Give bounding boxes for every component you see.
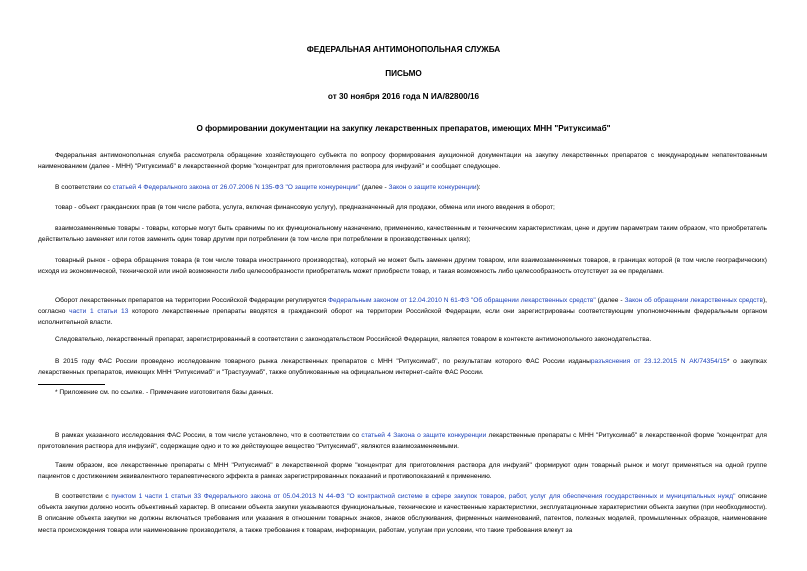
- paragraph-conclusion: [38, 334, 767, 345]
- paragraph-research-findings: [38, 430, 767, 452]
- paragraph-single-market: [38, 460, 767, 482]
- paragraph-text: (далее -: [595, 297, 625, 304]
- paragraph-text: Оборот лекарственных препаратов на территории Российской Федерации регулируется: [55, 297, 328, 304]
- agency-title: ФЕДЕРАЛЬНАЯ АНТИМОНОПОЛЬНАЯ СЛУЖБА: [306, 45, 501, 54]
- paragraph-text: ), согласно: [38, 297, 767, 316]
- document-subject: О формировании документации на закупку лекарственных препаратов, имеющих МНН "Ритуксимаб": [196, 124, 611, 133]
- paragraph-intro: [38, 150, 767, 172]
- paragraph-text: В 2015 году ФАС России проведено исследование товарного рынка лекарственных препаратов с МНН "Ритуксимаб", по результатам которого ФАС России изданы: [55, 358, 591, 365]
- law-link-61-fz[interactable]: Федеральным законом от 12.04.2010 N 61-ФЗ "Об обращении лекарственных средств": [327, 297, 596, 304]
- law-link-135-fz[interactable]: статьей 4 Федерального закона от 26.07.2006 N 135-ФЗ "О защите конкуренции": [112, 184, 360, 191]
- paragraph-text: которого лекарственные препараты вводятся в гражданский оборот на территории Российской Федерации, если они зарегистрированы соответствующим уполномоченным федеральным органом исполнительной власти.: [38, 308, 767, 327]
- paragraph-text: товар - объект гражданских прав (в том числе работа, услуга, включая финансовую услугу), предназначенный для продажи, обмена или иного введения в оборот;: [55, 204, 555, 211]
- competition-law-link[interactable]: Закон о защите конкуренции: [388, 184, 477, 191]
- paragraph-goods-definition: [38, 202, 767, 213]
- document-date-number: от 30 ноября 2016 года N ИА/82800/16: [327, 92, 480, 101]
- footnote-text: * Приложение см. по ссылке. - Примечание изготовителя базы данных.: [55, 389, 274, 396]
- article-4-link[interactable]: статьей 4 Закона о защите конкуренции: [361, 432, 487, 439]
- paragraph-definitions-intro: [38, 182, 767, 193]
- paragraph-fas-research: [38, 356, 767, 378]
- article-13-link[interactable]: части 1 статьи 13: [69, 308, 129, 316]
- paragraph-text: описание объекта закупки должно носить объективный характер. В описании объекта закупки указываются функциональные, технические и качественные характеристики, эксплуатационные характеристики объекта закупки (при необходимости). В описание объекта закупки не должны включаться требования или указания в отношении товарных знаков, знаков обслуживания, фирменных наименований, патентов, полезных моделей, промышленных образцов, наименование места происхождения товара или наименование производителя, а также требования к товарам, информации, работам, услугам при условии, что такие требования влекут за: [38, 493, 767, 534]
- paragraph-commodity-market: [38, 255, 767, 277]
- law-link-44-fz[interactable]: пунктом 1 части 1 статьи 33 Федерального закона от 05.04.2013 N 44-ФЗ "О контрактной системе в сфере закупок товаров, работ, услуг для обеспечения государственных и муниципальных нужд": [111, 493, 736, 500]
- paragraph-text: лекарственные препараты с МНН "Ритуксимаб" в лекарственной форме "концентрат для приготовления раствора для инфузий", содержащие одно и то же действующее вещество "Ритуксимаб", являются взаимозаменяемыми.: [38, 432, 767, 451]
- paragraph-text: * о закупках лекарственных препаратов, имеющих МНН "Ритуксимаб" и "Трастузумаб", также опубликованные на официальном интернет-сайте ФАС России.: [38, 358, 767, 377]
- paragraph-text: Таким образом, все лекарственные препараты с МНН "Ритуксимаб" в лекарственной форме "концентрат для приготовления раствора для инфузий" формируют один товарный рынок и могут применяться на одной группе пациентов с достижением эквивалентного терапевтического эффекта в рамках зарегистрированных показаний и противопоказаний к применению.: [38, 462, 767, 481]
- paragraph-drug-circulation: [38, 295, 767, 329]
- paragraph-text: ):: [476, 184, 481, 191]
- document-type: ПИСЬМО: [385, 69, 422, 78]
- paragraph-text: В рамках указанного исследования ФАС России, в том числе установлено, что в соответствии со: [55, 432, 362, 439]
- clarifications-link[interactable]: разъяснения от 23.12.2015 N АК/74354/15: [590, 358, 727, 365]
- paragraph-procurement-description: [38, 491, 767, 536]
- paragraph-text: В соответствии со: [55, 184, 113, 191]
- paragraph-text: товарный рынок - сфера обращения товара (в том числе товара иностранного производства), который не может быть заменен другим товаром, или взаимозаменяемых товаров, в границах которой (в том числе географических) исходя из экономической, технической или иной возможности либо целесообразности приобретатель может приобрести товар, и такая возможность либо целесообразность отсутствует за ее пределами.: [38, 257, 767, 276]
- paragraph-text: взаимозаменяемые товары - товары, которые могут быть сравнимы по их функциональному назначению, применению, качественным и техническим характеристикам, цене и другим параметрам таким образом, что приобретатель действительно заменяет или готов заменить один товар другим при потреблении (в том числе при потреблении в производственных целях);: [38, 225, 767, 244]
- footnote: [38, 387, 767, 398]
- paragraph-text: Следовательно, лекарственный препарат, зарегистрированный в соответствии с законодательством Российской Федерации, является товаром в контексте антимонопольного законодательства.: [55, 336, 652, 343]
- paragraph-interchangeable-goods: [38, 223, 767, 245]
- paragraph-text: (далее -: [359, 184, 389, 191]
- paragraph-text: В соответствии с: [55, 493, 112, 500]
- paragraph-text: Федеральная антимонопольная служба рассмотрела обращение хозяйствующего субъекта по вопросу формирования аукционной документации на закупку лекарственных препаратов с международным непатентованным наименованием (далее - МНН) "Ритуксимаб" в лекарственной форме "концентрат для приготовления раствора для инфузий" и сообщает следующее.: [38, 152, 767, 171]
- drug-circulation-law-link[interactable]: Закон об обращении лекарственных средств: [624, 297, 763, 304]
- footnote-divider: [38, 384, 105, 385]
